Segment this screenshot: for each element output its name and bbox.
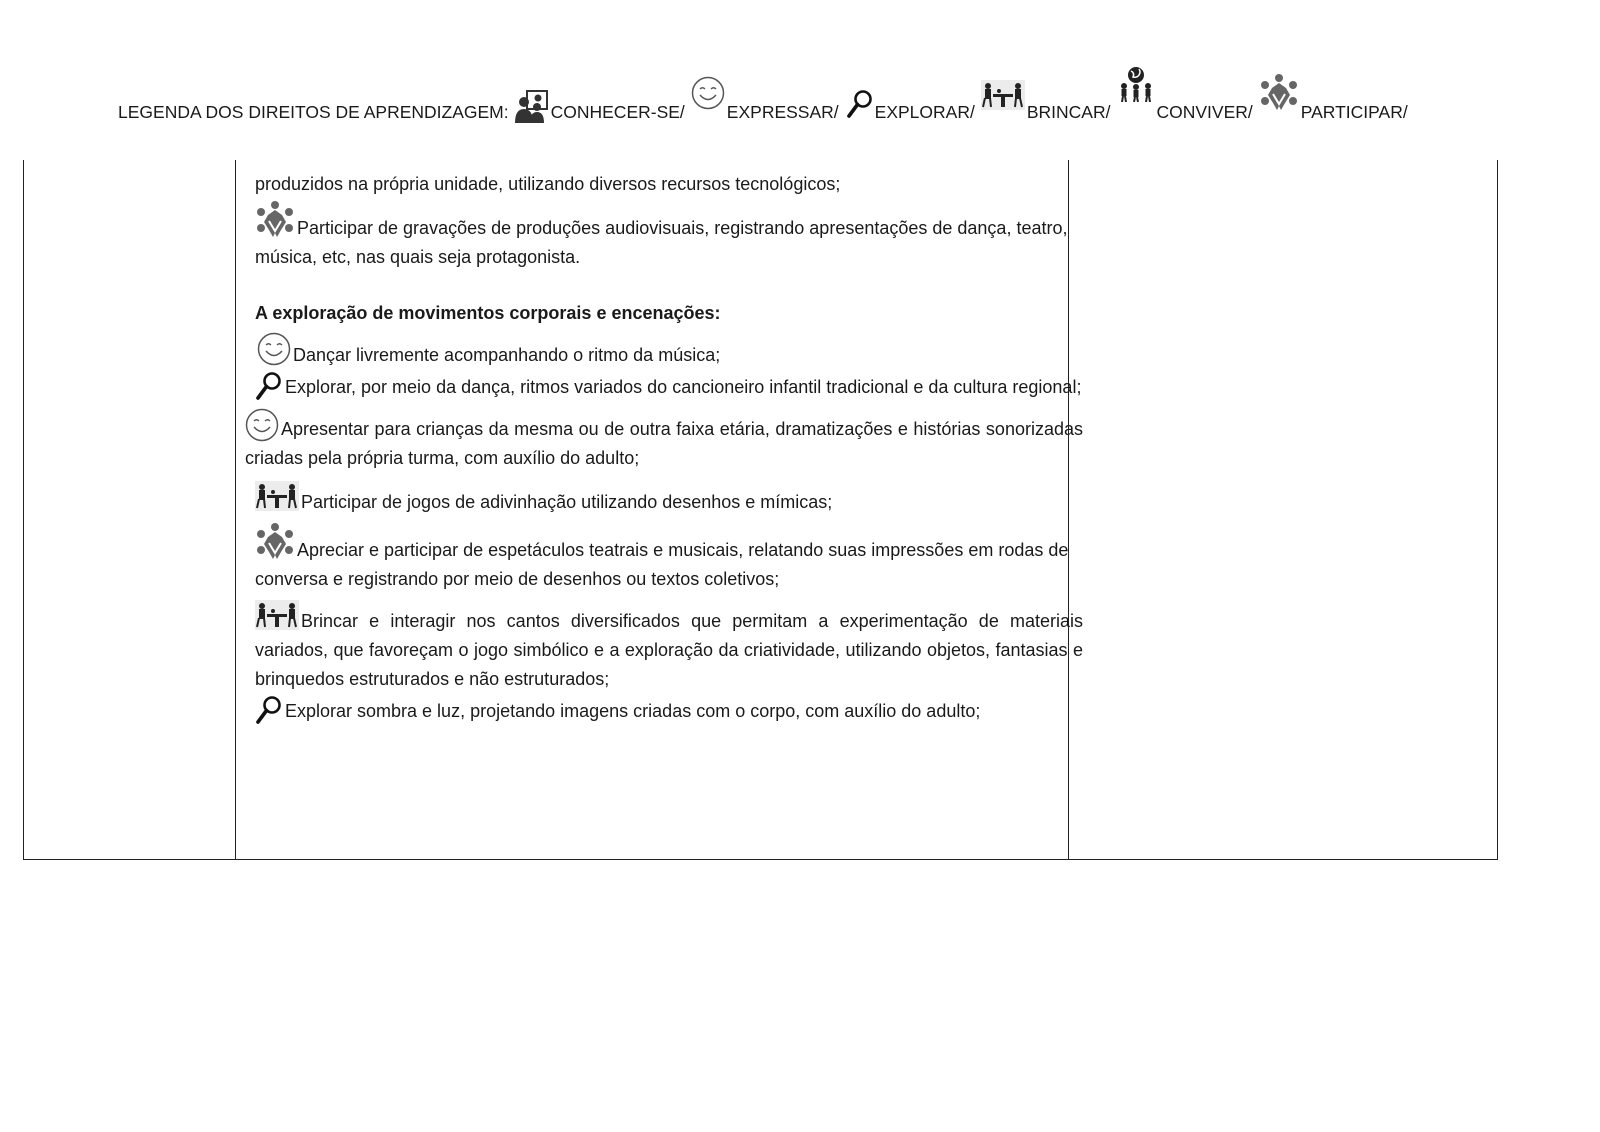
puzzle-circle-icon: [255, 201, 295, 241]
playing-kids-icon: [255, 481, 299, 511]
playing-kids-icon: [981, 80, 1025, 110]
curriculum-table: [23, 160, 1498, 860]
legend-label-conhecer-se: CONHECER-SE/: [550, 102, 685, 122]
legend-label-conviver: CONVIVER/: [1156, 102, 1253, 122]
list-item-dancar: [255, 332, 1083, 370]
list-item-jogos: [255, 481, 1083, 517]
table-border-left: [23, 160, 24, 860]
legend-header: [118, 68, 1558, 124]
legend-item-conviver: [1118, 66, 1252, 124]
legend-label-explorar: EXPLORAR/: [874, 102, 975, 122]
item-text: Dançar livremente acompanhando o ritmo da música;: [293, 345, 721, 365]
item-text: Participar de jogos de adivinhação utilizando desenhos e mímicas;: [301, 492, 833, 512]
legend-item-explorar: [847, 90, 975, 124]
magnifier-icon: [255, 696, 283, 724]
legend-label-expressar: EXPRESSAR/: [726, 102, 839, 122]
table-border-bottom: [23, 859, 1498, 860]
magnifier-icon: [847, 90, 873, 118]
globe-people-icon: [1118, 66, 1154, 102]
legend-item-brincar: [981, 80, 1111, 124]
smiley-icon: [691, 76, 725, 110]
smiley-icon: [245, 408, 279, 442]
item-text: Apreciar e participar de espetáculos teatrais e musicais, relatando suas impressões em rodas de conversa e registrando por meio de desenhos ou textos coletivos;: [255, 540, 1069, 589]
magnifier-icon: [255, 372, 283, 400]
legend-title: LEGENDA DOS DIREITOS DE APRENDIZAGEM:: [118, 102, 509, 122]
item-text: Participar de gravações de produções audiovisuais, registrando apresentações de dança, teatro, música, etc, nas quais seja protagonista.: [255, 218, 1068, 267]
objectives-cell: [235, 170, 1083, 726]
table-border-right: [1497, 160, 1498, 860]
legend-item-participar: [1259, 74, 1408, 124]
puzzle-circle-icon: [1259, 74, 1299, 114]
list-item-apresentar: [245, 408, 1083, 473]
legend-item-expressar: [691, 76, 839, 124]
item-text: Explorar sombra e luz, projetando imagens criadas com o corpo, com auxílio do adulto;: [285, 701, 981, 721]
legend-label-brincar: BRINCAR/: [1026, 102, 1111, 122]
item-text: Brincar e interagir nos cantos diversificados que permitam a experimentação de materiais variados, que favoreçam o jogo simbólico e a exploração da criatividade, utilizando objetos, fantasias e brinquedos estruturados e não estruturados;: [255, 611, 1083, 689]
section-heading: A exploração de movimentos corporais e encenações:: [255, 303, 721, 323]
conhecer-se-icon: [513, 90, 549, 124]
item-text: Apresentar para crianças da mesma ou de outra faixa etária, dramatizações e histórias sonorizadas criadas pela própria turma, com auxílio do adulto;: [245, 419, 1083, 468]
smiley-icon: [257, 332, 291, 366]
list-item-gravacoes: [255, 201, 1083, 272]
puzzle-circle-icon: [255, 523, 295, 563]
list-item-brincar: [255, 600, 1083, 694]
playing-kids-icon: [255, 600, 299, 630]
list-item-explorar-danca: [255, 372, 1083, 402]
item-text: Explorar, por meio da dança, ritmos variados do cancioneiro infantil tradicional e da cultura regional;: [285, 377, 1082, 397]
list-item-sombra: [255, 696, 1083, 726]
list-item-apreciar: [255, 523, 1083, 594]
text-line-top: produzidos na própria unidade, utilizando diversos recursos tecnológicos;: [255, 174, 841, 194]
legend-label-participar: PARTICIPAR/: [1300, 102, 1408, 122]
legend-item-conhecer-se: [513, 90, 685, 124]
